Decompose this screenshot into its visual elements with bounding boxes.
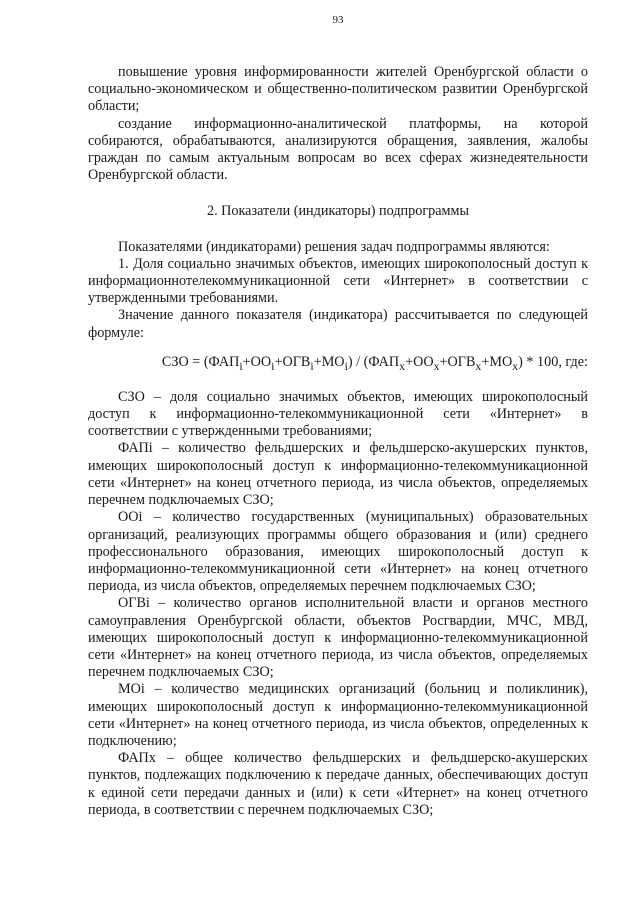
definition-oo-i: ООi – количество государственных (муниципальных) образовательных организаций, реализующих программы общего образования и (или) среднего профессионального образования, имеющих широкополосный доступ к информационно-телекоммуникационной сети «Интернет» на конец отчетного периода, из числа объектов, определяемых перечнем подключаемых СЗО; [88, 509, 588, 595]
paragraph-indicator-1: 1. Доля социально значимых объектов, имеющих широкополосный доступ к информационнотелекоммуникационной сети «Интернет» в соответствии с утвержденными требованиями. [88, 255, 588, 307]
section-heading: 2. Показатели (индикаторы) подпрограммы [206, 203, 470, 220]
definition-fap-i: ФАПi – количество фельдшерских и фельдшерско-акушерских пунктов, имеющих широкополосный доступ к информационно-телекоммуникационной сети «Интернет» на конец отчетного периода, из числа объектов, определяемых перечнем подключаемых СЗО; [88, 440, 588, 509]
definition-szo: СЗО – доля социально значимых объектов, имеющих широкополосный доступ к информационно-телекоммуникационной сети «Интернет» в соответствии с утвержденными требованиями; [88, 388, 588, 440]
definition-mo-i: МОi – количество медицинских организаций (больниц и поликлиник), имеющих широкополосный доступ к информационно-телекоммуникационной сети «Интернет» на конец отчетного периода, из числа объектов, определенных к подключению; [88, 681, 588, 749]
paragraph-informing: повышение уровня информированности жителей Оренбургской области о социально-экономическом и общественно-политическом развитии Оренбургской области; [88, 64, 588, 115]
definition-fap-x: ФАПx – общее количество фельдшерских и фельдшерско-акушерских пунктов, подлежащих подключению к передаче данных, обеспечивающих доступ к единой сети передачи данных и (или) к сети «Итернет» на конец отчетного периода, в соответствии с перечнем подключаемых СЗО; [88, 750, 588, 818]
formula: СЗО = $(ФАП_i+ОО_i+ОГВ_i+МО_i) / (ФАП_x+ОО_x+ОГВ_x+МО_x) * 100$, где: [161, 353, 588, 373]
paragraph-formula-intro: Значение данного показателя (индикатора) рассчитывается по следующей формуле: [88, 307, 588, 341]
page-number: 93 [332, 14, 344, 26]
definition-ogv-i: ОГВi – количество органов исполнительной власти и органов местного самоуправления Оренбургской области, объектов Росгвардии, МЧС, МВД, имеющих широкополосный доступ к информационно-телекоммуникационной сети «Интернет» на конец отчетного периода, из числа объектов, определяемых перечнем подключаемых СЗО; [88, 595, 588, 681]
paragraph-platform: создание информационно-аналитической платформы, на которой собираются, обрабатываются, анализируются обращения, заявления, жалобы граждан по самым актуальным вопросам во всех сферах жизнедеятельности Оренбургской области. [88, 115, 588, 184]
paragraph-indicators-intro: Показателями (индикаторами) решения задач подпрограммы являются: [118, 238, 550, 255]
document-body [88, 64, 588, 819]
